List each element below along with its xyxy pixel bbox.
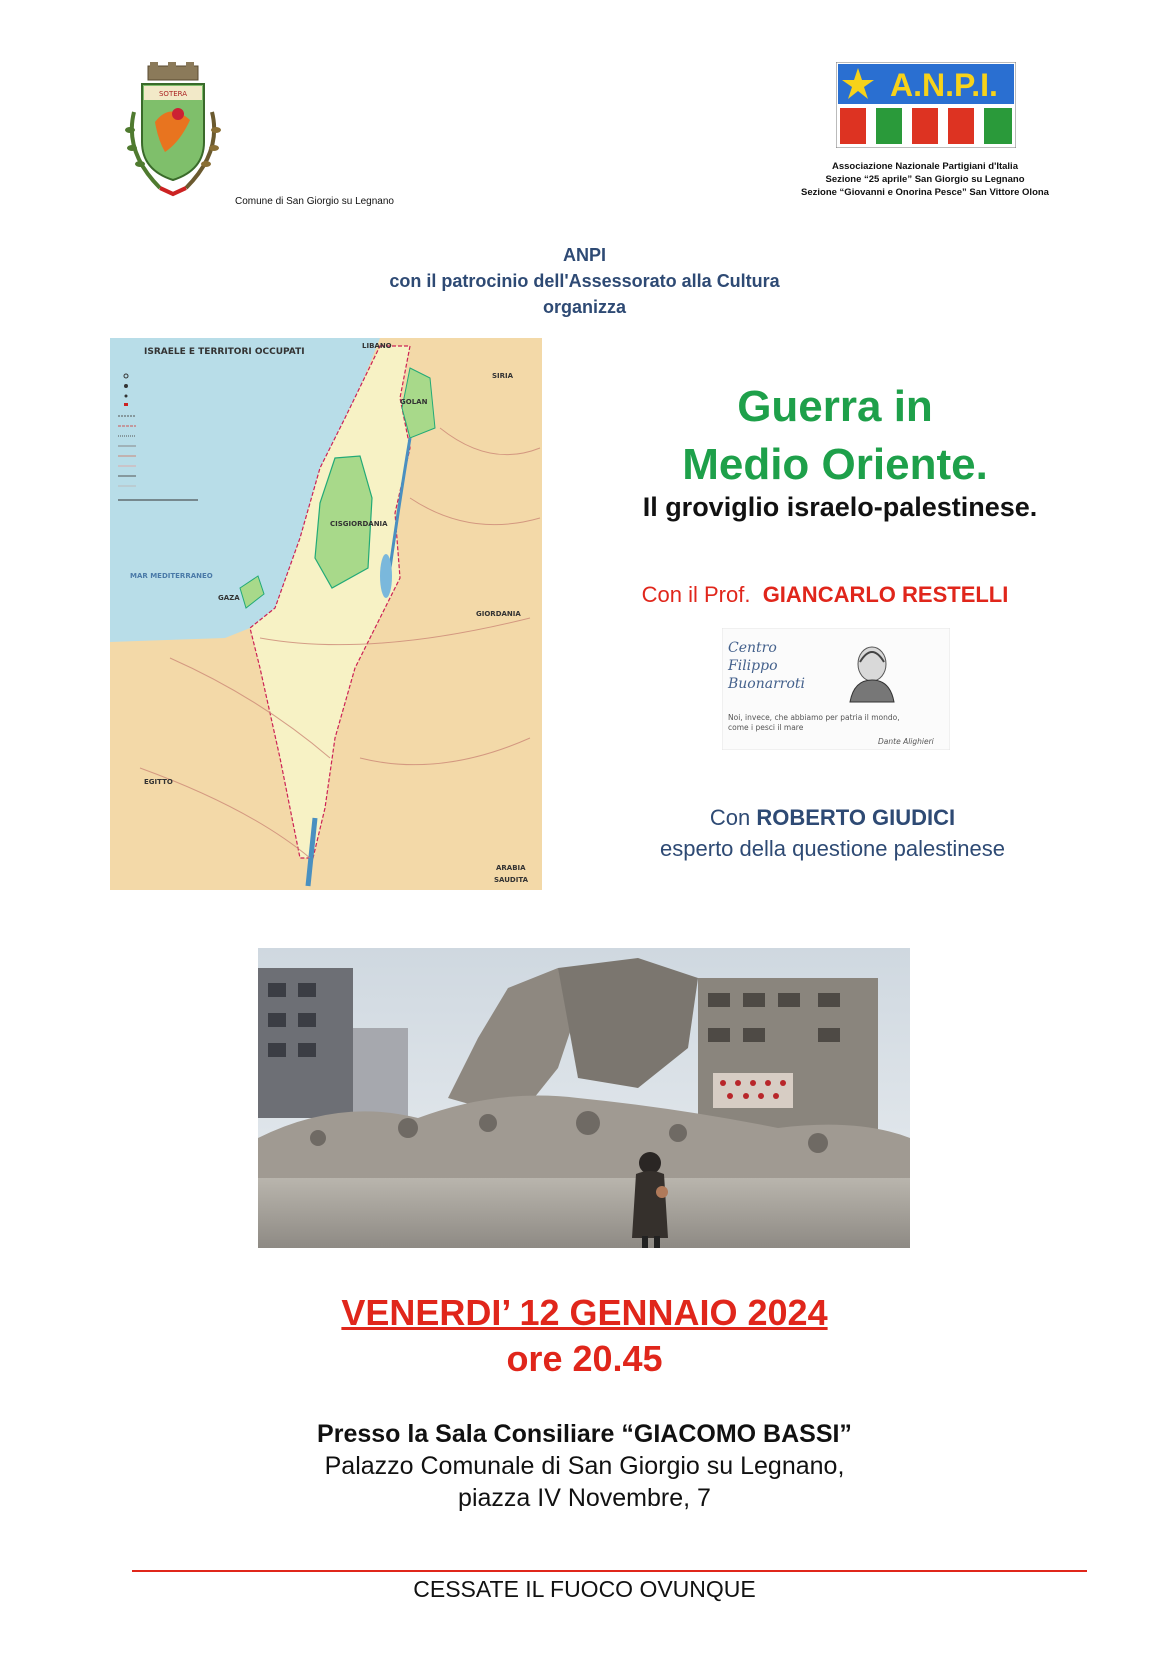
svg-text:LIBANO: LIBANO (362, 342, 392, 350)
event-subtitle: Il groviglio israelo-palestinese. (642, 492, 1038, 522)
speaker-role: esperto della questione palestinese (660, 836, 1005, 861)
gaza-ruins-photo (258, 948, 910, 1248)
svg-text:A.N.P.I.: A.N.P.I. (890, 67, 998, 103)
organizer-name: ANPI (562, 245, 606, 265)
footer-divider (132, 1570, 1087, 1572)
anpi-line: Sezione “Giovanni e Onorina Pesce” San Vittore Olona (801, 187, 1049, 198)
speaker-prefix: Con (709, 805, 751, 830)
svg-text:CISGIORDANIA: CISGIORDANIA (330, 520, 388, 528)
title-line: Guerra in (737, 382, 933, 431)
svg-text:SIRIA: SIRIA (492, 372, 514, 380)
organizers (0, 242, 1169, 320)
svg-text:SAUDITA: SAUDITA (494, 876, 528, 884)
speaker-giudici (560, 802, 1105, 864)
comune-label: Comune di San Giorgio su Legnano (235, 196, 394, 207)
speaker-name: ROBERTO GIUDICI (756, 805, 956, 830)
svg-text:SOTERA: SOTERA (158, 90, 188, 98)
centro-buonarroti-logo (722, 628, 950, 750)
anpi-logo (836, 62, 1016, 148)
anpi-line: Sezione “25 aprile” San Giorgio su Legnano (825, 174, 1025, 185)
event-time: ore 20.45 (506, 1338, 663, 1379)
venue-hall: Presso la Sala Consiliare “GIACOMO BASSI” (317, 1420, 852, 1448)
israel-map (110, 338, 542, 890)
svg-text:GAZA: GAZA (218, 594, 240, 602)
speaker-name: GIANCARLO RESTELLI (762, 582, 1009, 607)
venue-address: piazza IV Novembre, 7 (458, 1484, 711, 1512)
speaker-prefix: Con il Prof. (641, 582, 751, 607)
svg-text:MAR MEDITERRANEO: MAR MEDITERRANEO (130, 572, 213, 580)
anpi-line: Associazione Nazionale Partigiani d'Italia (832, 161, 1018, 172)
event-title (600, 378, 1070, 494)
svg-text:Centro: Centro (728, 640, 777, 656)
svg-text:ARABIA: ARABIA (496, 864, 526, 872)
svg-text:EGITTO: EGITTO (144, 778, 173, 786)
event-venue (0, 1418, 1169, 1514)
svg-text:come i pesci il mare: come i pesci il mare (728, 723, 804, 732)
speaker-line (560, 802, 1105, 833)
venue-building: Palazzo Comunale di San Giorgio su Legnano, (324, 1452, 845, 1480)
speaker-restelli (560, 582, 1090, 608)
svg-text:Filippo: Filippo (728, 658, 778, 674)
footer-motto: CESSATE IL FUOCO OVUNQUE (413, 1576, 756, 1602)
anpi-sections (730, 160, 1120, 199)
organizza-line: organizza (542, 297, 626, 317)
svg-text:GOLAN: GOLAN (400, 398, 428, 406)
svg-text:Buonarroti: Buonarroti (728, 676, 806, 692)
patronage-line: con il patrocinio dell'Assessorato alla Cultura (389, 271, 780, 291)
svg-text:Dante Alighieri: Dante Alighieri (878, 737, 934, 746)
event-datetime (0, 1290, 1169, 1382)
svg-text:ISRAELE E TERRITORI OCCUPATI: ISRAELE E TERRITORI OCCUPATI (144, 347, 305, 357)
event-date: VENERDI’ 12 GENNAIO 2024 (341, 1292, 828, 1333)
svg-text:GIORDANIA: GIORDANIA (476, 610, 521, 618)
title-line: Medio Oriente. (682, 440, 988, 489)
comune-crest (120, 62, 225, 202)
svg-text:Noi, invece, che abbiamo per p: Noi, invece, che abbiamo per patria il mondo, (728, 713, 900, 722)
